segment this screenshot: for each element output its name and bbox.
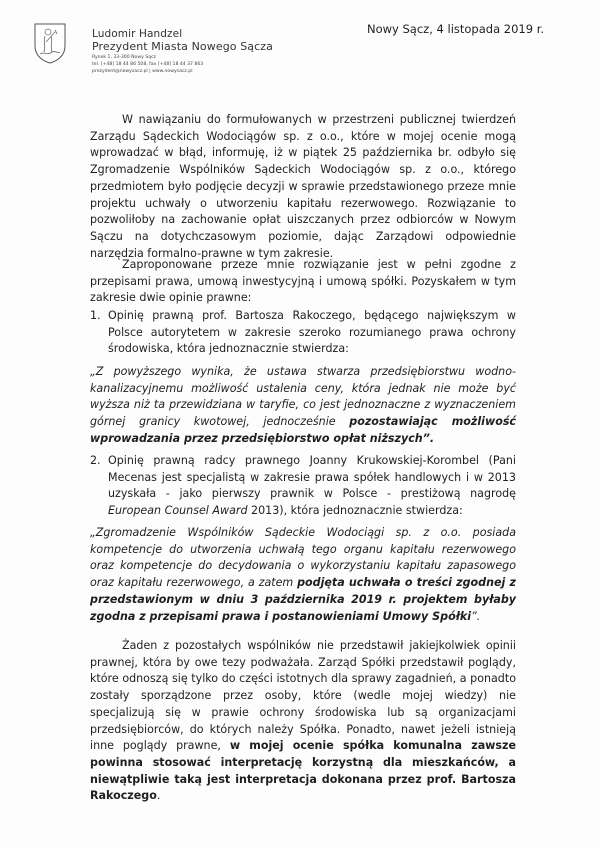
letterhead-phone-fax: tel. [+48] 18 44 86 508, fax [+48] 18 44 37 863 (92, 62, 204, 67)
letterhead-name: Ludomir Handzel (92, 28, 183, 40)
paragraph-proposal (90, 257, 516, 307)
quote-rakoczy (90, 364, 516, 448)
quote-text: „Z powyższego wynika, że ustawa stwarza przedsiębiorstwu wodno-kanalizacyjnemu możliwość ustalenia ceny, która jednak nie może być wyższa niż ta przewidziana w taryfie, co jest jednoznaczne z wyznaczeniem górnej granicy kwotowej, jednocześnie (90, 365, 516, 429)
quote-emphasis: podjęta uchwała o treści zgodnej z przedstawionym w dniu 3 października 2019 r. projektem byłaby zgodna z przepisami prawa (90, 576, 516, 623)
paragraph-intro-text: W nawiązaniu do formułowanych w przestrzeni publicznej twierdzeń Zarządu Sądeckich Wodociągów sp. z o.o., które w mojej ocenie mogą wprowadzać w błąd, informuję, iż w piątek 25 października br. odbyło się Zgromadzenie Wspólników Sądeckich Wodociągów sp. z o.o., którego przedmiotem było podjęcie decyzji w sprawie przedstawionego przeze mnie projektu uchwały o utworzeniu kapitału rezerwowego. Rozwiązanie to pozwoliłoby na zachowanie opłat uiszczanych przez odbiorców w Nowym Sączu na dotychczasowym poziomie, dając Zarządowi odpowiednie narzędzia formalno-prawne w tym zakresie. (90, 113, 516, 260)
quote-emphasis-2: i postanowieniami Umowy Spółki (260, 609, 472, 623)
quote-emphasis: pozostawiając możliwość wprowadzania przez przedsiębiorstwo opłat niższych (90, 415, 516, 445)
list-item-text: Opinię prawną prof. Bartosza Rakoczego, będącego największym w Polsce autorytetem w zakresie szeroko rozumianego prawa ochrony środowiska, która jednoznacznie stwierdza: (108, 309, 516, 356)
paragraph-conclusion-end: . (156, 789, 161, 803)
paragraph-conclusion (90, 638, 516, 805)
paragraph-conclusion-emphasis: w mojej ocenie spółka komunalna zawsze powinna stosować interpretację korzystną dla mieszkańców, a niewątpliwie taką jest interpretacja dokonana przez prof. Bartosza Rakoczego (90, 739, 517, 803)
paragraph-conclusion-text: Żaden z pozostałych wspólników nie przedstawił jakiejkolwiek opinii prawnej, która by owe tezy podważała. Zarząd Spółki przedstawił poglądy, które odnoszą się tylko do części istotnych dla sprawy zagadnień, a ponadto zostały sporządzone przez osoby, które (wedle mojej wiedzy) nie specjalizują się w prawie ochrony środowiska lub są organizacjami przedsiębiorców, do których należy Spółka. Ponadto, nawet jeżeli istnieją inne poglądy prawne, (90, 639, 516, 753)
quote-krukowska (90, 525, 516, 625)
letterhead-email-web: prezydent@nowysacz.pl | www.nowysacz.pl (92, 69, 193, 74)
letterhead-address: Rynek 1, 33-300 Nowy Sącz (92, 55, 156, 60)
paragraph-intro (90, 112, 516, 262)
paragraph-proposal-text: Zaproponowane przeze mnie rozwiązanie jest w pełni zgodne z przepisami prawa, umową inwestycyjną i umową spółki. Pozyskałem w tym zakresie dwie opinie prawne: (90, 258, 516, 305)
quote-end: ”. (471, 609, 481, 623)
letter-date: Nowy Sącz, 4 listopada 2019 r. (367, 22, 545, 36)
list-item (90, 453, 516, 520)
list-item-text-end: 2013), która jednoznacznie stwierdza: (247, 504, 463, 518)
city-coat-of-arms-icon (33, 22, 67, 64)
quote-end: ”. (422, 431, 435, 445)
letterhead-title: Prezydent Miasta Nowego Sącza (92, 40, 273, 53)
list-number: 2. (90, 454, 101, 467)
quote-text: „Zgromadzenie Wspólników Sądeckie Wodociągi sp. z o.o. posiada kompetencje do utworzenia uchwałą tego organu kapitału rezerwowego oraz kompetencje do decydowania o wykorzystaniu kapitału zapasowego oraz kapitału rezerwowego, a zatem (90, 526, 516, 590)
list-item (90, 308, 516, 358)
list-number: 1. (90, 309, 101, 322)
list-item-text: Opinię prawną radcy prawnego Joanny Krukowskiej-Korombel (Pani Mecenas jest specjalistą w zakresie prawa spółek handlowych i w 2013 uzyskała - jako pierwszy prawnik w Polsce - prestiżową nagrodę (108, 454, 516, 501)
award-name: European Counsel Award (108, 504, 248, 518)
